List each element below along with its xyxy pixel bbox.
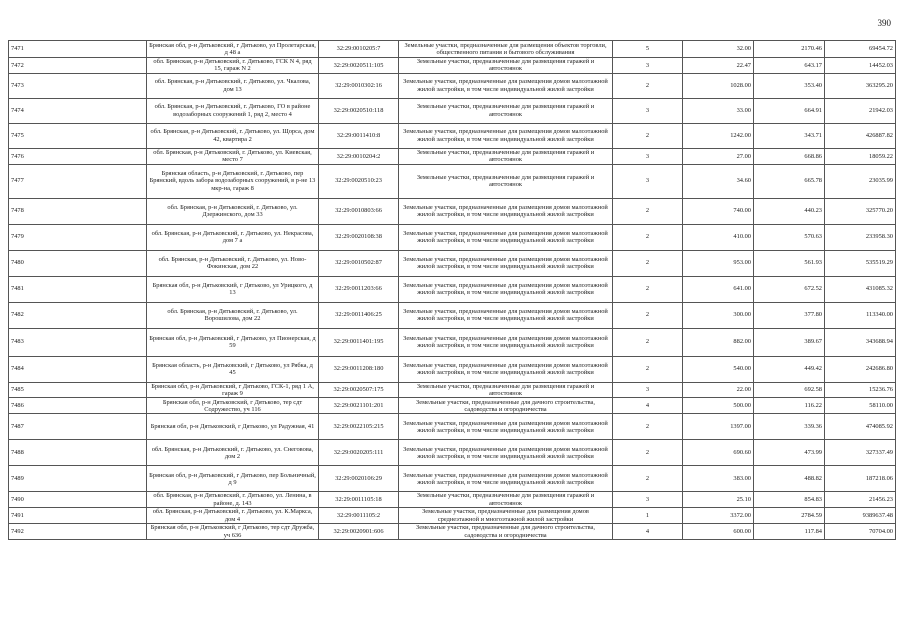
specific-value-cell: 665.78 [754, 164, 825, 198]
land-use-cell: Земельные участки, предназначенные для размещения домов малоэтажной жилой застройки, в том числе индивидуальной жилой застройки [399, 440, 613, 466]
land-use-cell: Земельные участки, предназначенные для размещения объектов торговли, общественного питания и бытового обслуживания [399, 41, 613, 58]
address-cell: обл. Брянская, р-н Дятьковский, г. Дятьково, ул. Киевская, место 7 [147, 148, 319, 164]
group-code-cell: 2 [613, 440, 683, 466]
group-code-cell: 3 [613, 492, 683, 508]
address-cell: обл. Брянская, р-н Дятьковский, г. Дятьково, ул. К.Маркса, дом 4 [147, 508, 319, 524]
table-row [9, 73, 896, 98]
group-code-cell: 2 [613, 224, 683, 250]
group-code-cell: 5 [613, 41, 683, 58]
row-number: 7475 [9, 123, 147, 148]
cadastral-number-cell: 32:29:0011401:195 [319, 328, 399, 356]
group-code-cell: 2 [613, 302, 683, 328]
row-number: 7480 [9, 250, 147, 276]
land-use-cell: Земельные участки, предназначенные для дачного строительства, садоводства и огородничества [399, 524, 613, 540]
specific-value-cell: 440.23 [754, 198, 825, 224]
cadastral-number-cell: 32:29:0010302:16 [319, 73, 399, 98]
area-cell: 3372.00 [683, 508, 754, 524]
land-use-cell: Земельные участки, предназначенные для размещения домов среднеэтажной и многоэтажной жилой застройки [399, 508, 613, 524]
land-use-cell: Земельные участки, предназначенные для размещения гаражей и автостоянок [399, 164, 613, 198]
group-code-cell: 3 [613, 382, 683, 398]
address-cell: обл. Брянская, р-н Дятьковский, г. Дятьково, ул. Некрасова, дом 7 а [147, 224, 319, 250]
land-use-cell: Земельные участки, предназначенные для размещения домов малоэтажной жилой застройки, в том числе индивидуальной жилой застройки [399, 466, 613, 492]
cadastral-value-cell: 21942.03 [825, 98, 896, 123]
cadastral-value-cell: 23035.99 [825, 164, 896, 198]
table-row [9, 224, 896, 250]
address-cell: обл. Брянская, р-н Дятьковский, г. Дятьково, ул. Снеговова, дом 2 [147, 440, 319, 466]
specific-value-cell: 389.67 [754, 328, 825, 356]
cadastral-value-cell: 426887.82 [825, 123, 896, 148]
specific-value-cell: 343.71 [754, 123, 825, 148]
address-cell: обл. Брянская, р-н Дятьковский, г. Дятьково, ГО в районе водозаборных сооружений 1, ряд 2, место 4 [147, 98, 319, 123]
row-number: 7491 [9, 508, 147, 524]
row-number: 7481 [9, 276, 147, 302]
group-code-cell: 2 [613, 250, 683, 276]
cadastral-value-cell: 70704.00 [825, 524, 896, 540]
table-row [9, 123, 896, 148]
group-code-cell: 2 [613, 356, 683, 382]
specific-value-cell: 643.17 [754, 58, 825, 74]
area-cell: 300.00 [683, 302, 754, 328]
table-row [9, 328, 896, 356]
cadastral-value-cell: 69454.72 [825, 41, 896, 58]
area-cell: 22.00 [683, 382, 754, 398]
cadastral-number-cell: 32:29:0011105:18 [319, 492, 399, 508]
group-code-cell: 2 [613, 276, 683, 302]
land-use-cell: Земельные участки, предназначенные для размещения домов малоэтажной жилой застройки, в том числе индивидуальной жилой застройки [399, 328, 613, 356]
group-code-cell: 2 [613, 466, 683, 492]
cadastral-number-cell: 32:29:0011410:8 [319, 123, 399, 148]
group-code-cell: 3 [613, 148, 683, 164]
row-number: 7483 [9, 328, 147, 356]
land-use-cell: Земельные участки, предназначенные для дачного строительства, садоводства и огородничества [399, 398, 613, 414]
cadastral-number-cell: 32:29:0010502:87 [319, 250, 399, 276]
cadastral-value-cell: 535519.29 [825, 250, 896, 276]
address-cell: Брянская обл, р-н Дятьковский, г Дятьково, тер сдт Дружба, уч 636 [147, 524, 319, 540]
land-use-cell: Земельные участки, предназначенные для размещения гаражей и автостоянок [399, 382, 613, 398]
table-row [9, 414, 896, 440]
cadastral-number-cell: 32:29:0010205:7 [319, 41, 399, 58]
table-row [9, 356, 896, 382]
address-cell: Брянская обл, р-н Дятьковский, г Дятьково, ул Пролетарская, д 48 а [147, 41, 319, 58]
table-row [9, 382, 896, 398]
specific-value-cell: 854.83 [754, 492, 825, 508]
table-row [9, 398, 896, 414]
cadastral-number-cell: 32:29:0011406:25 [319, 302, 399, 328]
cadastral-value-cell: 431085.32 [825, 276, 896, 302]
specific-value-cell: 339.36 [754, 414, 825, 440]
cadastral-value-cell: 18059.22 [825, 148, 896, 164]
cadastral-value-cell: 325770.20 [825, 198, 896, 224]
address-cell: обл. Брянская, р-н Дятьковский, г. Дятьково, ул. Чкалова, дом 13 [147, 73, 319, 98]
row-number: 7489 [9, 466, 147, 492]
area-cell: 1397.00 [683, 414, 754, 440]
specific-value-cell: 473.99 [754, 440, 825, 466]
area-cell: 540.00 [683, 356, 754, 382]
row-number: 7484 [9, 356, 147, 382]
table-row [9, 440, 896, 466]
cadastral-value-cell: 363295.20 [825, 73, 896, 98]
cadastral-number-cell: 32:29:0020106:29 [319, 466, 399, 492]
group-code-cell: 4 [613, 398, 683, 414]
group-code-cell: 3 [613, 98, 683, 123]
table-row [9, 198, 896, 224]
table-row [9, 148, 896, 164]
address-cell: Брянская обл, р-н Дятьковский, г Дятьково, ул Радужная, 41 [147, 414, 319, 440]
cadastral-value-cell: 187218.06 [825, 466, 896, 492]
specific-value-cell: 672.52 [754, 276, 825, 302]
area-cell: 953.00 [683, 250, 754, 276]
row-number: 7482 [9, 302, 147, 328]
cadastral-number-cell: 32:29:0010803:66 [319, 198, 399, 224]
area-cell: 740.00 [683, 198, 754, 224]
cadastral-number-cell: 32:29:0021101:201 [319, 398, 399, 414]
area-cell: 25.10 [683, 492, 754, 508]
land-use-cell: Земельные участки, предназначенные для размещения гаражей и автостоянок [399, 58, 613, 74]
specific-value-cell: 692.58 [754, 382, 825, 398]
group-code-cell: 2 [613, 123, 683, 148]
address-cell: обл. Брянская, р-н Дятьковский, г. Дятьково, ул. Ленина, в районе, д. 143 [147, 492, 319, 508]
area-cell: 690.60 [683, 440, 754, 466]
address-cell: обл. Брянская, р-н Дятьковский, г. Дятьково, ул. Ворошилова, дом 22 [147, 302, 319, 328]
area-cell: 34.60 [683, 164, 754, 198]
cadastral-number-cell: 32:29:0010204:2 [319, 148, 399, 164]
table-row [9, 466, 896, 492]
row-number: 7474 [9, 98, 147, 123]
row-number: 7477 [9, 164, 147, 198]
address-cell: Брянская область, р-н Дятьковский, г. Дятьково, пер Брянский, вдоль забора водозаборных сооружений, в р-не 13 мкр-на, гараж 8 [147, 164, 319, 198]
group-code-cell: 2 [613, 73, 683, 98]
cadastral-number-cell: 32:29:0020108:38 [319, 224, 399, 250]
area-cell: 500.00 [683, 398, 754, 414]
group-code-cell: 3 [613, 164, 683, 198]
area-cell: 27.00 [683, 148, 754, 164]
table-row [9, 508, 896, 524]
area-cell: 383.00 [683, 466, 754, 492]
row-number: 7471 [9, 41, 147, 58]
address-cell: обл. Брянская, р-н Дятьковский, г. Дятьково, ГСК N 4, ряд 15, гараж N 2 [147, 58, 319, 74]
address-cell: обл. Брянская, р-н Дятьковский, г. Дятьково, ул. Щорса, дом 42, квартира 2 [147, 123, 319, 148]
specific-value-cell: 353.40 [754, 73, 825, 98]
page-number: 390 [877, 18, 891, 28]
land-use-cell: Земельные участки, предназначенные для размещения домов малоэтажной жилой застройки, в том числе индивидуальной жилой застройки [399, 198, 613, 224]
specific-value-cell: 664.91 [754, 98, 825, 123]
address-cell: Брянская обл, р-н Дятьковский, г Дятьково, ул Пионерская, д 59 [147, 328, 319, 356]
table-row [9, 276, 896, 302]
land-use-cell: Земельные участки, предназначенные для размещения домов малоэтажной жилой застройки, в том числе индивидуальной жилой застройки [399, 414, 613, 440]
table-row [9, 98, 896, 123]
cadastral-number-cell: 32:29:0020510:118 [319, 98, 399, 123]
area-cell: 641.00 [683, 276, 754, 302]
group-code-cell: 2 [613, 198, 683, 224]
table-row [9, 492, 896, 508]
cadastral-value-cell: 15236.76 [825, 382, 896, 398]
cadastral-value-cell: 327337.49 [825, 440, 896, 466]
row-number: 7479 [9, 224, 147, 250]
address-cell: Брянская обл, р-н Дятьковский, г Дятьково, тер сдт Содружество, уч 116 [147, 398, 319, 414]
specific-value-cell: 668.86 [754, 148, 825, 164]
land-use-cell: Земельные участки, предназначенные для размещения домов малоэтажной жилой застройки, в том числе индивидуальной жилой застройки [399, 276, 613, 302]
cadastral-value-cell: 113340.00 [825, 302, 896, 328]
cadastral-number-cell: 32:29:0011208:180 [319, 356, 399, 382]
group-code-cell: 4 [613, 524, 683, 540]
table-row [9, 524, 896, 540]
row-number: 7473 [9, 73, 147, 98]
address-cell: Брянская обл, р-н Дятьковский, г Дятьково, пер Больничный, д 9 [147, 466, 319, 492]
specific-value-cell: 2170.46 [754, 41, 825, 58]
specific-value-cell: 377.80 [754, 302, 825, 328]
land-use-cell: Земельные участки, предназначенные для размещения домов малоэтажной жилой застройки, в том числе индивидуальной жилой застройки [399, 224, 613, 250]
specific-value-cell: 561.93 [754, 250, 825, 276]
area-cell: 600.00 [683, 524, 754, 540]
row-number: 7490 [9, 492, 147, 508]
cadastral-number-cell: 32:29:0011203:66 [319, 276, 399, 302]
row-number: 7486 [9, 398, 147, 414]
land-use-cell: Земельные участки, предназначенные для размещения гаражей и автостоянок [399, 148, 613, 164]
area-cell: 22.47 [683, 58, 754, 74]
area-cell: 410.00 [683, 224, 754, 250]
cadastral-value-cell: 474085.92 [825, 414, 896, 440]
address-cell: Брянская обл, р-н Дятьковский, г Дятьково, ул Урицкого, д 13 [147, 276, 319, 302]
area-cell: 1028.00 [683, 73, 754, 98]
specific-value-cell: 570.63 [754, 224, 825, 250]
table-row [9, 164, 896, 198]
specific-value-cell: 117.84 [754, 524, 825, 540]
row-number: 7485 [9, 382, 147, 398]
group-code-cell: 3 [613, 58, 683, 74]
row-number: 7476 [9, 148, 147, 164]
specific-value-cell: 2784.59 [754, 508, 825, 524]
group-code-cell: 2 [613, 414, 683, 440]
land-use-cell: Земельные участки, предназначенные для размещения домов малоэтажной жилой застройки, в том числе индивидуальной жилой застройки [399, 73, 613, 98]
land-use-cell: Земельные участки, предназначенные для размещения гаражей и автостоянок [399, 492, 613, 508]
area-cell: 1242.00 [683, 123, 754, 148]
row-number: 7487 [9, 414, 147, 440]
address-cell: обл. Брянская, р-н Дятьковский, г. Дятьково, ул. Ново-Фокинская, дом 22 [147, 250, 319, 276]
row-number: 7478 [9, 198, 147, 224]
area-cell: 33.00 [683, 98, 754, 123]
row-number: 7492 [9, 524, 147, 540]
row-number: 7488 [9, 440, 147, 466]
cadastral-value-cell: 233958.30 [825, 224, 896, 250]
specific-value-cell: 116.22 [754, 398, 825, 414]
cadastral-value-cell: 242686.80 [825, 356, 896, 382]
land-use-cell: Земельные участки, предназначенные для размещения домов малоэтажной жилой застройки, в том числе индивидуальной жилой застройки [399, 302, 613, 328]
group-code-cell: 2 [613, 328, 683, 356]
table-row [9, 41, 896, 58]
cadastral-number-cell: 32:29:0020511:105 [319, 58, 399, 74]
specific-value-cell: 488.82 [754, 466, 825, 492]
group-code-cell: 1 [613, 508, 683, 524]
cadastral-number-cell: 32:29:0020205:111 [319, 440, 399, 466]
area-cell: 32.00 [683, 41, 754, 58]
land-registry-table [8, 40, 896, 540]
land-use-cell: Земельные участки, предназначенные для размещения домов малоэтажной жилой застройки, в том числе индивидуальной жилой застройки [399, 123, 613, 148]
cadastral-number-cell: 32:29:0020507:175 [319, 382, 399, 398]
area-cell: 882.00 [683, 328, 754, 356]
cadastral-number-cell: 32:29:0020901:606 [319, 524, 399, 540]
table-row [9, 58, 896, 74]
cadastral-number-cell: 32:29:0022105:215 [319, 414, 399, 440]
cadastral-number-cell: 32:29:0020510:23 [319, 164, 399, 198]
table-row [9, 250, 896, 276]
cadastral-value-cell: 14452.03 [825, 58, 896, 74]
land-use-cell: Земельные участки, предназначенные для размещения гаражей и автостоянок [399, 98, 613, 123]
cadastral-value-cell: 9389637.48 [825, 508, 896, 524]
specific-value-cell: 449.42 [754, 356, 825, 382]
cadastral-value-cell: 58110.00 [825, 398, 896, 414]
cadastral-number-cell: 32:29:0011105:2 [319, 508, 399, 524]
address-cell: Брянская обл, р-н Дятьковский, г Дятьково, ГСК-1, ряд 1 А, гараж 9 [147, 382, 319, 398]
address-cell: обл. Брянская, р-н Дятьковский, г. Дятьково, ул. Дзержинского, дом 33 [147, 198, 319, 224]
cadastral-value-cell: 21456.23 [825, 492, 896, 508]
land-use-cell: Земельные участки, предназначенные для размещения домов малоэтажной жилой застройки, в том числе индивидуальной жилой застройки [399, 356, 613, 382]
land-use-cell: Земельные участки, предназначенные для размещения домов малоэтажной жилой застройки, в том числе индивидуальной жилой застройки [399, 250, 613, 276]
row-number: 7472 [9, 58, 147, 74]
cadastral-value-cell: 343688.94 [825, 328, 896, 356]
address-cell: Брянская область, р-н Дятьковский, г Дятьково, ул Рябка, д 45 [147, 356, 319, 382]
table-row [9, 302, 896, 328]
